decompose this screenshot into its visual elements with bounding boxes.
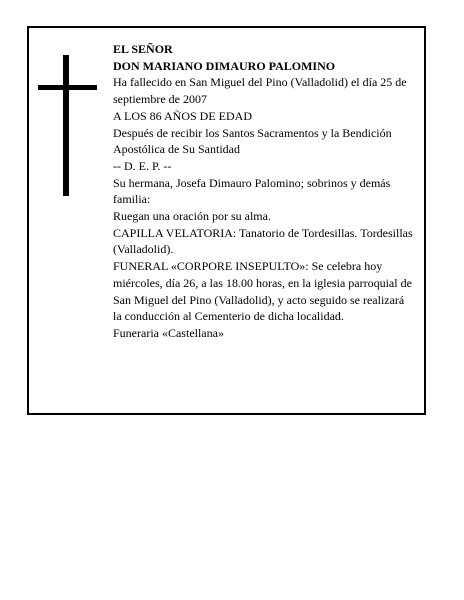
prayer-request: Ruegan una oración por su alma.: [113, 209, 271, 224]
obituary-text-block: [113, 41, 413, 342]
notice-title: EL SEÑOR: [113, 42, 173, 56]
chapel-info: CAPILLA VELATORIA: Tanatorio de Tordesillas. Tordesillas (Valladolid).: [113, 225, 413, 257]
cross-horizontal-bar: [38, 85, 97, 90]
sacraments-line: Después de recibir los Santos Sacramentos y la Bendición Apostólica de Su Santidad: [113, 125, 392, 157]
deceased-name: DON MARIANO DIMAURO PALOMINO: [113, 58, 336, 73]
funeral-home: Funeraria «Castellana»: [113, 325, 224, 340]
rip-line: -- D. E. P. --: [113, 158, 172, 173]
age-line: A LOS 86 AÑOS DE EDAD: [113, 108, 253, 123]
funeral-info: FUNERAL «CORPORE INSEPULTO»: Se celebra hoy miércoles, día 26, a las 18.00 horas, en la iglesia parroquial de San Miguel del Pino (Valladolid), y acto seguido se realizará la conducción al Cementerio de dicha localidad.: [113, 259, 412, 324]
death-info: Ha fallecido en San Miguel del Pino (Valladolid) el día 25 de septiembre de 2007: [113, 75, 407, 107]
family-line: Su hermana, Josefa Dimauro Palomino; sobrinos y demás familia:: [113, 175, 391, 207]
cross-icon: [38, 55, 97, 196]
cross-vertical-bar: [63, 55, 69, 196]
